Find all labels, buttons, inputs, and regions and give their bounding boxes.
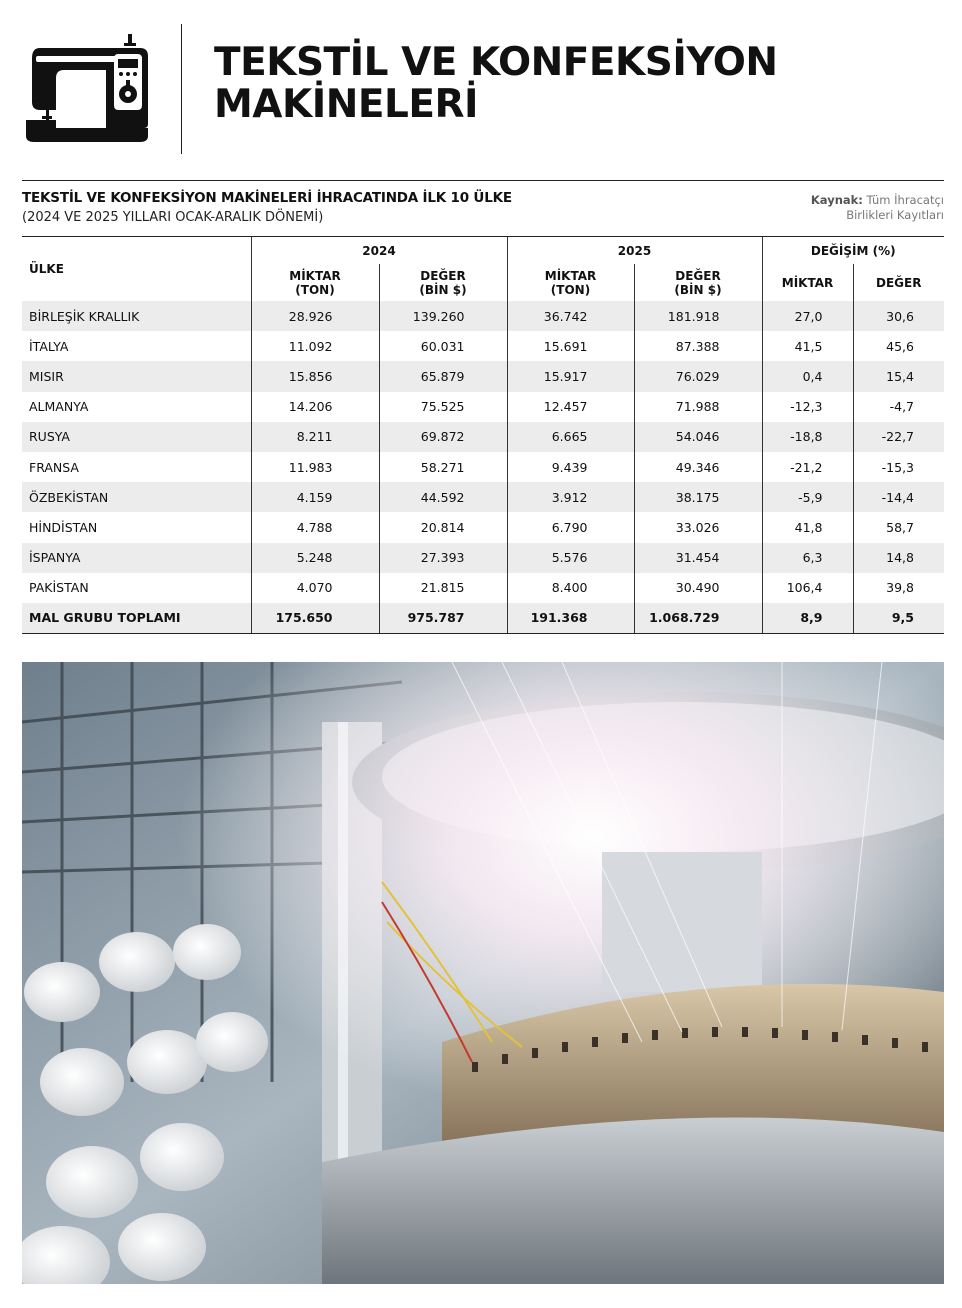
cell-change-miktar: 27,0 <box>762 301 853 331</box>
cell-deger-2025: 76.029 <box>634 361 762 391</box>
cell-country: ALMANYA <box>29 399 89 415</box>
cell-deger-2024: 21.815 <box>379 573 507 603</box>
sewing-machine-icon <box>22 32 152 144</box>
source-line1: Tüm İhracatçı <box>866 193 944 207</box>
cell-deger-2025: 87.388 <box>634 331 762 361</box>
cell-deger-2024: 27.393 <box>379 543 507 573</box>
cell-deger-2025: 33.026 <box>634 512 762 542</box>
cell-country: BİRLEŞİK KRALLIK <box>22 301 251 331</box>
table-subtitle: (2024 VE 2025 YILLARI OCAK-ARALIK DÖNEMİ) <box>22 210 324 225</box>
cell-deger-2024: 20.814 <box>379 512 507 542</box>
group-2025-header: 2025 <box>507 237 762 265</box>
cell-change-miktar: 106,4 <box>762 573 853 603</box>
cell-miktar-2025: 15.691 <box>507 331 634 361</box>
page-title <box>214 42 914 126</box>
cell-deger-2025: 71.988 <box>634 392 762 422</box>
cell-country: PAKİSTAN <box>29 580 89 596</box>
cell-change-miktar: 41,5 <box>762 331 853 361</box>
table-row <box>22 482 944 512</box>
cell-miktar-2025: 15.917 <box>507 361 634 391</box>
cell-change-deger: 39,8 <box>853 573 944 603</box>
cell-miktar-2025: 191.368 <box>507 603 634 634</box>
col-change-deger: DEĞER <box>853 264 944 301</box>
cell-deger-2024: 75.525 <box>379 392 507 422</box>
cell-change-miktar: -12,3 <box>762 392 853 422</box>
col-miktar-2025: MİKTAR (TON) <box>507 264 634 301</box>
section-rule <box>22 180 944 181</box>
cell-change-deger: 30,6 <box>853 301 944 331</box>
cell-deger-2024: 139.260 <box>379 301 507 331</box>
page-title-line1: TEKSTİL VE KONFEKSİYON <box>214 40 778 85</box>
cell-country: MAL GRUBU TOPLAMI <box>22 603 251 634</box>
table-row <box>22 422 944 452</box>
cell-miktar-2024: 5.248 <box>251 543 379 573</box>
cell-country: HİNDİSTAN <box>29 519 98 535</box>
cell-change-deger: 15,4 <box>853 361 944 391</box>
table-row <box>22 392 944 422</box>
table-row <box>22 331 944 361</box>
cell-change-miktar: -21,2 <box>762 452 853 482</box>
cell-miktar-2024: 175.650 <box>251 603 379 634</box>
cell-deger-2024: 44.592 <box>379 482 507 512</box>
source-label: Kaynak: <box>810 193 863 207</box>
table-row <box>22 573 944 603</box>
cell-miktar-2024: 11.092 <box>251 331 379 361</box>
table-row <box>22 361 944 391</box>
cell-miktar-2025: 8.400 <box>507 573 634 603</box>
cell-miktar-2024: 8.211 <box>251 422 379 452</box>
cell-deger-2025: 38.175 <box>634 482 762 512</box>
factory-photo <box>22 662 944 1284</box>
col-deger-2024: DEĞER (BİN $) <box>379 264 507 301</box>
source-line2: Birlikleri Kayıtları <box>846 208 944 222</box>
col-country-header: ÜLKE <box>22 237 251 302</box>
page-header <box>0 0 962 170</box>
cell-deger-2024: 60.031 <box>379 331 507 361</box>
col-miktar-2024: MİKTAR (TON) <box>251 264 379 301</box>
cell-miktar-2025: 5.576 <box>507 543 634 573</box>
cell-change-deger: 9,5 <box>853 603 944 634</box>
source-note <box>811 193 944 223</box>
cell-country: FRANSA <box>29 459 79 475</box>
table-row <box>22 543 944 573</box>
cell-change-deger: 45,6 <box>853 331 944 361</box>
cell-change-miktar: -5,9 <box>762 482 853 512</box>
cell-change-miktar: 41,8 <box>762 512 853 542</box>
cell-deger-2025: 54.046 <box>634 422 762 452</box>
header-divider <box>181 24 182 154</box>
cell-miktar-2025: 6.790 <box>507 512 634 542</box>
cell-deger-2025: 1.068.729 <box>634 603 762 634</box>
cell-miktar-2025: 3.912 <box>507 482 634 512</box>
total-row <box>22 603 944 634</box>
cell-miktar-2025: 9.439 <box>507 452 634 482</box>
cell-country: ÖZBEKİSTAN <box>22 482 251 512</box>
cell-change-miktar: 0,4 <box>762 361 853 391</box>
circular-knitting-machine-photo <box>22 662 944 1284</box>
cell-change-deger: -14,4 <box>853 482 944 512</box>
cell-miktar-2024: 4.788 <box>251 512 379 542</box>
cell-miktar-2024: 11.983 <box>251 452 379 482</box>
group-change-header: DEĞİŞİM (%) <box>762 237 944 265</box>
cell-country: RUSYA <box>22 422 251 452</box>
cell-deger-2024: 65.879 <box>379 361 507 391</box>
cell-change-miktar: -18,8 <box>762 422 853 452</box>
cell-deger-2024: 975.787 <box>379 603 507 634</box>
cell-deger-2024: 58.271 <box>379 452 507 482</box>
group-2024-header: 2024 <box>251 237 507 265</box>
cell-country: İTALYA <box>29 338 69 354</box>
cell-deger-2025: 31.454 <box>634 543 762 573</box>
cell-deger-2025: 49.346 <box>634 452 762 482</box>
table-row <box>22 301 944 331</box>
page-title-line2: MAKİNELERİ <box>214 82 479 127</box>
table-row <box>22 452 944 482</box>
cell-miktar-2025: 12.457 <box>507 392 634 422</box>
export-table <box>22 236 944 634</box>
col-change-miktar: MİKTAR <box>762 264 853 301</box>
cell-deger-2024: 69.872 <box>379 422 507 452</box>
cell-country: İSPANYA <box>22 543 251 573</box>
cell-change-deger: 58,7 <box>853 512 944 542</box>
cell-change-miktar: 8,9 <box>762 603 853 634</box>
cell-miktar-2024: 15.856 <box>251 361 379 391</box>
cell-deger-2025: 30.490 <box>634 573 762 603</box>
cell-miktar-2024: 14.206 <box>251 392 379 422</box>
cell-miktar-2025: 6.665 <box>507 422 634 452</box>
table-row <box>22 512 944 542</box>
cell-change-deger: -4,7 <box>853 392 944 422</box>
cell-miktar-2024: 4.070 <box>251 573 379 603</box>
cell-miktar-2024: 28.926 <box>251 301 379 331</box>
cell-change-deger: -22,7 <box>853 422 944 452</box>
cell-deger-2025: 181.918 <box>634 301 762 331</box>
cell-change-deger: 14,8 <box>853 543 944 573</box>
table-title: TEKSTİL VE KONFEKSİYON MAKİNELERİ İHRACATINDA İLK 10 ÜLKE <box>22 190 512 206</box>
cell-miktar-2025: 36.742 <box>507 301 634 331</box>
cell-change-deger: -15,3 <box>853 452 944 482</box>
cell-country: MISIR <box>22 361 251 391</box>
cell-change-miktar: 6,3 <box>762 543 853 573</box>
col-deger-2025: DEĞER (BİN $) <box>634 264 762 301</box>
cell-miktar-2024: 4.159 <box>251 482 379 512</box>
